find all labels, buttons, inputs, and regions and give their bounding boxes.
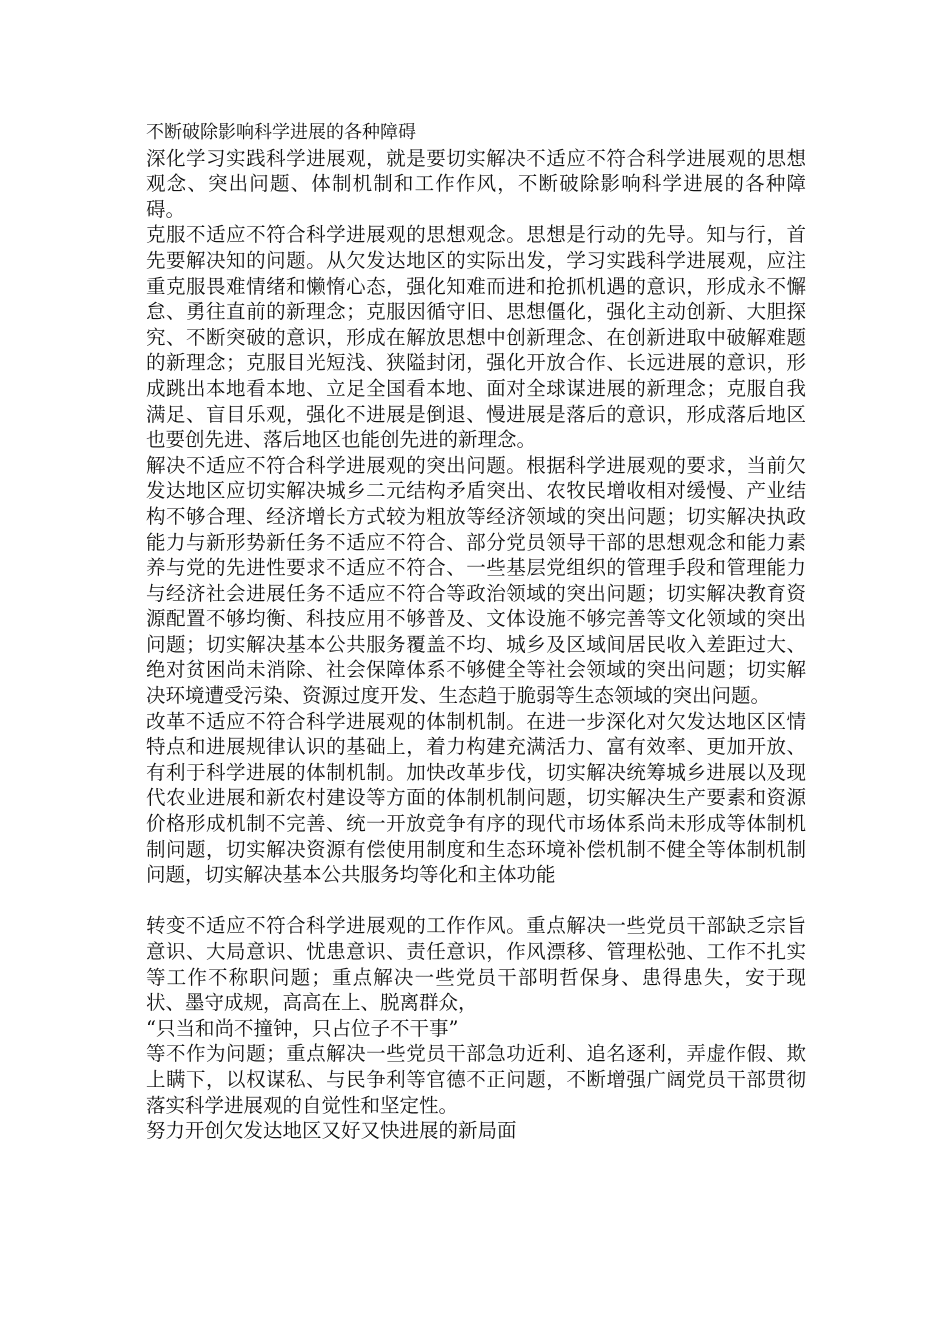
- paragraph-intro: 深化学习实践科学进展观，就是要切实解决不适应不符合科学进展观的思想观念、突出问题、体制机制和工作作风，不断破除影响科学进展的各种障碍。: [146, 146, 806, 221]
- paragraph-quote: “只当和尚不撞钟，只占位子不干事”: [146, 1016, 459, 1040]
- paragraph-mechanisms: 改革不适应不符合科学进展观的体制机制。在进一步深化对欠发达地区区情特点和进展规律认识的基础上，着力构建充满活力、富有效率、更加开放、有利于科学进展的体制机制。加快改革步伐，切实解决统筹城乡进展以及现代农业进展和新农村建设等方面的体制机制问题，切实解决生产要素和资源价格形成机制不完善、统一开放竞争有序的现代市场体系尚未形成等体制机制问题，切实解决资源有偿使用制度和生态环境补偿机制不健全等体制机制问题，切实解决基本公共服务均等化和主体功能: [146, 709, 806, 887]
- paragraph-inaction: 等不作为问题；重点解决一些党员干部急功近利、追名逐利，弄虚作假、欺上瞒下，以权谋私、与民争利等官德不正问题，不断增强广阔党员干部贯彻落实科学进展观的自觉性和坚定性。: [146, 1042, 806, 1117]
- paragraph-ideas: 克服不适应不符合科学进展观的思想观念。思想是行动的先导。知与行，首先要解决知的问题。从欠发达地区的实际出发，学习实践科学进展观，应注重克服畏难情绪和懒惰心态，强化知难而进和抢抓机遇的意识，形成永不懈怠、勇往直前的新理念；克服因循守旧、思想僵化，强化主动创新、大胆探究、不断突破的意识，形成在解放思想中创新理念、在创新进取中破解难题的新理念；克服目光短浅、狭隘封闭，强化开放合作、长远进展的意识，形成跳出本地看本地、立足全国看本地、面对全球谋进展的新理念；克服自我满足、盲目乐观，强化不进展是倒退、慢进展是落后的意识，形成落后地区也要创先进、落后地区也能创先进的新理念。: [146, 223, 806, 452]
- paragraph-problems: 解决不适应不符合科学进展观的突出问题。根据科学进展观的要求，当前欠发达地区应切实解决城乡二元结构矛盾突出、农牧民增收相对缓慢、产业结构不够合理、经济增长方式较为粗放等经济领域的突出问题；切实解决执政能力与新形势新任务不适应不符合、部分党员领导干部的思想观念和能力素养与党的先进性要求不适应不符合、一些基层党组织的管理手段和管理能力与经济社会进展任务不适应不符合等政治领域的突出问题；切实解决教育资源配置不够均衡、科技应用不够普及、文体设施不够完善等文化领域的突出问题；切实解决基本公共服务覆盖不均、城乡及区域间居民收入差距过大、绝对贫困尚未消除、社会保障体系不够健全等社会领域的突出问题；切实解决环境遭受污染、资源过度开发、生态趋于脆弱等生态领域的突出问题。: [146, 453, 806, 708]
- section-heading: 努力开创欠发达地区又好又快进展的新局面: [146, 1119, 517, 1143]
- paragraph-work-style: 转变不适应不符合科学进展观的工作作风。重点解决一些党员干部缺乏宗旨意识、大局意识、忧患意识、责任意识，作风漂移、管理松弛、工作不扎实等工作不称职问题；重点解决一些党员干部明哲保身、患得患失，安于现状、墨守成规，高高在上、脱离群众，: [146, 914, 806, 1015]
- document-body: [146, 120, 806, 1144]
- document-title: 不断破除影响科学进展的各种障碍: [146, 122, 416, 143]
- paragraph-spacer: [146, 888, 806, 914]
